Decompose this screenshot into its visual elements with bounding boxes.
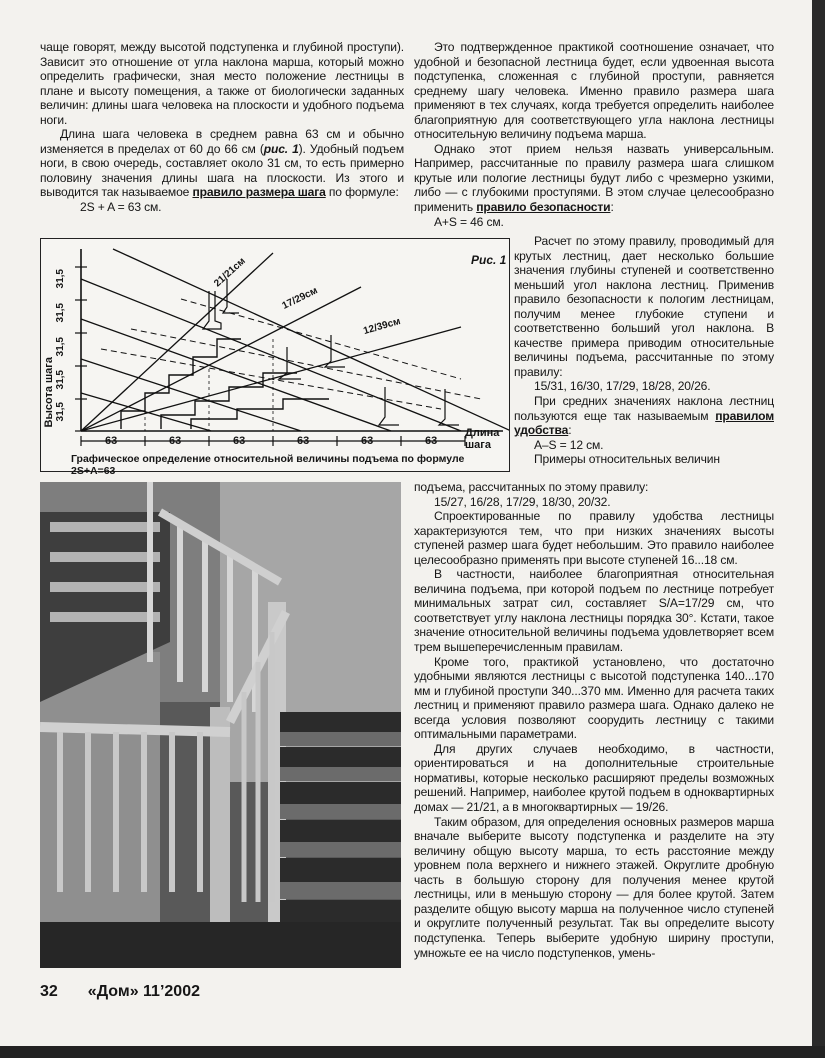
slope-label: 17/29см: [280, 285, 320, 312]
text-span: ). Удобный подъем ноги, в свою очередь, составляет около 31 см, то есть примерно половину значения длины шага на плоскости. Из этого и выводится так называемое: [40, 141, 404, 200]
formula: A–S = 12 см.: [534, 437, 604, 452]
text-span: :: [610, 200, 614, 215]
rise-tick-label: 31,5: [55, 269, 66, 289]
step-tick-label: 63: [233, 435, 246, 447]
paragraph: Это подтвержденное практикой соотношение означает, что удобной и безопасной лестница будет, если удвоенная высота подступенка, сложенная с глубиной проступи, равняется среднему шагу человека. Именно правило размера шага применяют в тех случаях, когда требуется определить наиболее благоприятную для соответствующего угла наклона лестницы относительную величину подъема марша.: [414, 40, 774, 142]
rule-name: правило безопасности: [476, 200, 611, 215]
values-list: 15/31, 16/30, 17/29, 18/28, 20/26.: [534, 379, 711, 394]
formula: A+S = 46 см.: [434, 214, 504, 229]
staircase-photo-drawing: [40, 482, 401, 968]
step-tick-label: 63: [425, 435, 438, 447]
paragraph: Расчет по этому правилу, проводимый для крутых лестниц, дает несколько большие значения глубины ступеней и соответственно меньший угол наклона лестниц. Применив правило безопасности к пологим лестницам, получим менее глубокие ступени и соответственно больший угол наклона. В качестве примера приводим относительные величины подъема, рассчитанные по этому правилу:: [514, 234, 774, 379]
figure-reference: рис. 1: [263, 141, 299, 156]
text-span: Однако этот прием нельзя назвать универсальным. Например, рассчитанные по правилу размера шага слишком крутые или пологие лестницы будут либо с чрезмерно узкими, либо — с глубокими проступями. В этом случае целесообразно применить: [414, 141, 774, 215]
rise-tick-label: 31,5: [55, 303, 66, 323]
text-span: по формуле:: [325, 185, 399, 200]
text-span: Длина шага человека в среднем равна 63 см и обычно изменяется в пределах от 60 до 66 см (: [40, 127, 404, 156]
vertical-axis-label: Высота шага: [43, 357, 55, 428]
step-tick-label: 63: [297, 435, 310, 447]
formula: 2S + A = 63 см.: [80, 200, 162, 215]
right-column-middle: [514, 234, 774, 467]
scan-edge: [812, 0, 825, 1058]
paragraph: Кроме того, практикой установлено, что достаточно удобными являются лестницы с высотой подступенка 140...170 мм и глубиной проступи 340...370 мм. Именно для расчета таких лестниц и применяют правило размера шага. Однако далеко не всегда условия позволяют соорудить лестницу с такими оптимальными параметрами.: [414, 654, 774, 742]
page-footer: [40, 983, 230, 1001]
text-span: При средних значениях наклона лестниц пользуются еще так называемым: [514, 394, 774, 423]
figure-caption: Графическое определение относительной величины подъема по формуле 2S+A=63: [71, 453, 465, 477]
rule-name: правилом удобства: [514, 408, 774, 438]
paragraph: [40, 127, 404, 200]
right-column-bottom: [414, 480, 774, 960]
figure-title: Рис. 1: [471, 253, 507, 267]
paragraph: Для других случаев необходимо, в частности, ориентироваться и на дополнительные строительные нормативы, которые несколько расширяют пределы возможных решений. Например, наиболее крутой подъем в одноквартирных домах — 21/21, а в многоквартирных — 19/26.: [414, 741, 774, 815]
magazine-issue: «Дом» 11’2002: [87, 983, 200, 1000]
values-list: 15/27, 16/28, 17/29, 18/30, 20/32.: [434, 494, 611, 509]
paragraph: Таким образом, для определения основных размеров марша вначале выберите высоту подступенка и разделите на эту величину общую высоту марша, то есть расстояние между уровнем пола верхнего и нижнего этажей. Округлите дробную часть в большую сторону для получения менее крутой лестницы, или в меньшую сторону — для более крутой. Затем разделите общую высоту марша на полученное число ступеней и округлите полученный результат. Так вы определите высоту подступенка. Теперь выберите удобную ширину проступи, умножьте ее на число подступенков, умень-: [414, 814, 774, 960]
step-tick-label: 63: [169, 435, 182, 447]
step-tick-label: 63: [105, 435, 118, 447]
rise-tick-label: 31,5: [55, 370, 66, 390]
paragraph: В частности, наиболее благоприятная относительная величина подъема, при которой подъем по лестнице потребует минимальных затрат сил, составляет S/A=17/29 см, что соответствует углу наклона лестницы порядка 30°. Кстати, такое значение относительной величины подъема удовлетворяет всем трем вышеперечисленным правилам.: [414, 567, 774, 655]
paragraph: [414, 142, 774, 215]
paragraph: подъема, рассчитанных по этому правилу:: [414, 480, 649, 494]
text-span: :: [568, 423, 572, 438]
left-column: [40, 40, 404, 215]
staircase-photo: [40, 482, 401, 968]
paragraph: чаще говорят, между высотой подступенка и глубиной проступи). Зависит это отношение от угла наклона марша, который можно определить графически, зная место положение лестницы в плане и высоту помещения, а также от биологически заданных величин: длины шага человека на плоскости и удобного подъема ноги.: [40, 40, 404, 127]
scan-edge: [0, 1046, 825, 1058]
rule-name: правило размера шага: [192, 185, 326, 200]
figure-stair-diagram: [40, 238, 510, 477]
paragraph: Примеры относительных величин: [534, 452, 720, 467]
rise-tick-label: 31,5: [55, 337, 66, 357]
paragraph: Спроектированные по правилу удобства лестницы характеризуются тем, что при низких значениях высоты ступеней размер шага будет небольшим. Это правило наиболее целесообразно применять при высоте ступеней 16...18 см.: [414, 509, 774, 567]
slope-label: 21/21см: [212, 255, 248, 290]
rise-tick-label: 31,5: [55, 402, 66, 422]
paragraph: [514, 394, 774, 438]
horizontal-axis-label: Длина шага: [465, 427, 500, 451]
page-number: 32: [40, 983, 58, 1000]
step-tick-label: 63: [361, 435, 374, 447]
right-column-top: [414, 40, 774, 229]
slope-label: 12/39см: [362, 315, 402, 338]
